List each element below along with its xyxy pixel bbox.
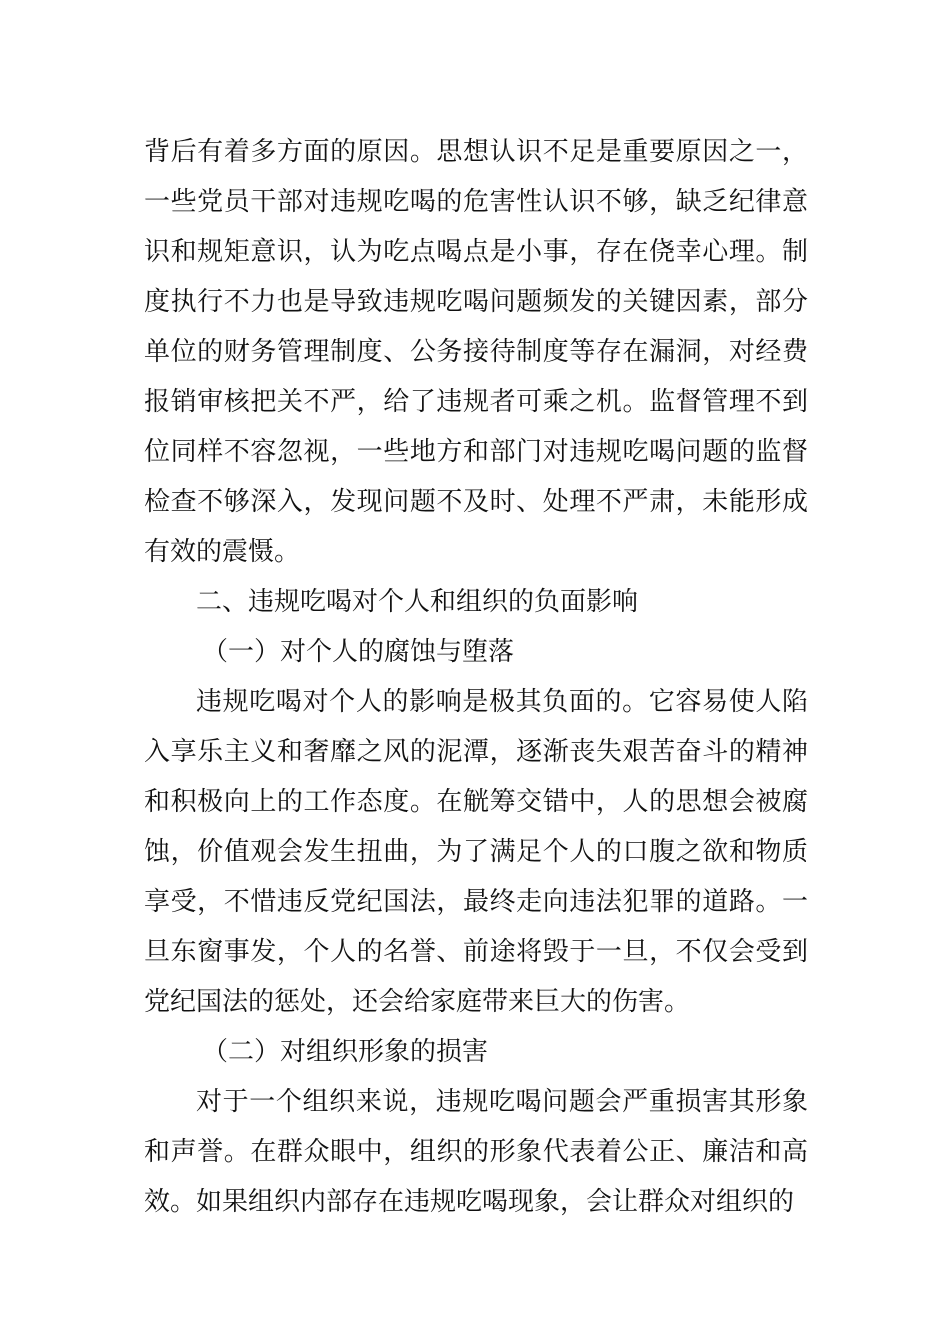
subsection-heading-personal: （一）对个人的腐蚀与堕落 bbox=[202, 637, 515, 667]
document-body bbox=[144, 127, 808, 1227]
section-heading: 二、违规吃喝对个人和组织的负面影响 bbox=[196, 587, 639, 617]
body-paragraph-continued: 背后有着多方面的原因。思想认识不足是重要原因之一，一些党员干部对违规吃喝的危害性认识不够，缺乏纪律意识和规矩意识，认为吃点喝点是小事，存在侥幸心理。制度执行不力也是导致违规吃喝问题频发的关键因素，部分单位的财务管理制度、公务接待制度等存在漏洞，对经费报销审核把关不严，给了违规者可乘之机。监督管理不到位同样不容忽视，一些地方和部门对违规吃喝问题的监督检查不够深入，发现问题不及时、处理不严肃，未能形成有效的震慑。 bbox=[144, 137, 808, 567]
subsection-heading-organization: （二）对组织形象的损害 bbox=[202, 1037, 489, 1067]
body-paragraph-personal: 违规吃喝对个人的影响是极其负面的。它容易使人陷入享乐主义和奢靡之风的泥潭，逐渐丧失艰苦奋斗的精神和积极向上的工作态度。在觥筹交错中，人的思想会被腐蚀，价值观会发生扭曲，为了满足个人的口腹之欲和物质享受，不惜违反党纪国法，最终走向违法犯罪的道路。一旦东窗事发，个人的名誉、前途将毁于一旦，不仅会受到党纪国法的惩处，还会给家庭带来巨大的伤害。 bbox=[144, 687, 808, 1017]
body-paragraph-organization: 对于一个组织来说，违规吃喝问题会严重损害其形象和声誉。在群众眼中，组织的形象代表着公正、廉洁和高效。如果组织内部存在违规吃喝现象，会让群众对组织的 bbox=[144, 1087, 808, 1217]
